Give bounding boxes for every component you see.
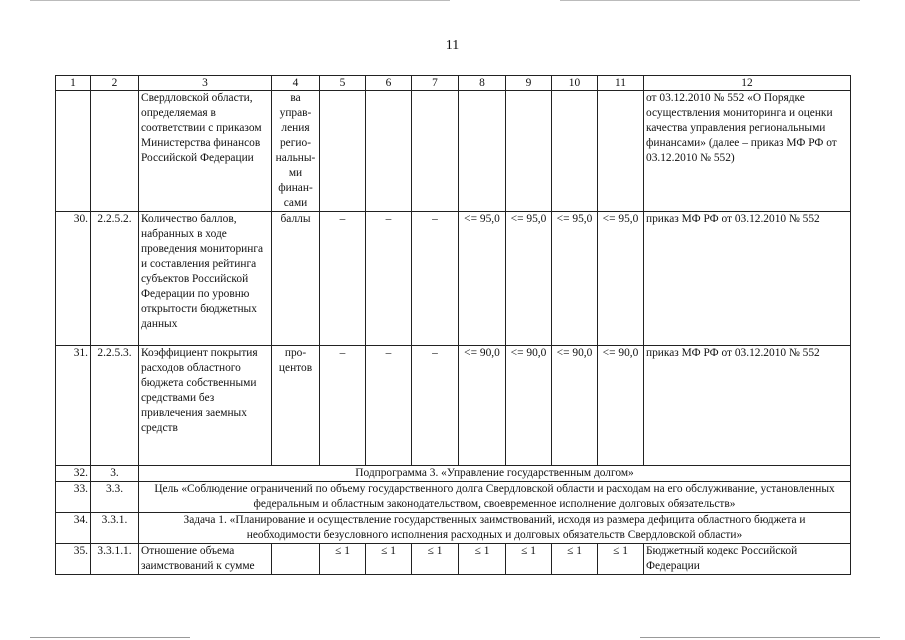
value-cell: –: [320, 346, 366, 466]
scan-edge-line: [30, 637, 190, 638]
unit: баллы: [272, 212, 320, 346]
table-row: [56, 346, 851, 466]
table-row: [56, 466, 851, 482]
row-code: [91, 91, 139, 212]
column-header: 12: [644, 76, 851, 91]
scan-edge-line: [560, 0, 860, 1]
value-cell: ≤ 1: [366, 544, 412, 575]
column-header: 1: [56, 76, 91, 91]
value-cell: [412, 91, 459, 212]
value-cell: <= 90,0: [506, 346, 552, 466]
table-row: [56, 544, 851, 575]
indicator-name: Количество баллов, набранных в ходе проведения мониторинга и составления рейтинга субъектов Российской Федерации по уровню открытости бюджетных данных: [139, 212, 272, 346]
row-number: 34.: [56, 513, 91, 544]
value-cell: [506, 91, 552, 212]
value-cell: <= 95,0: [506, 212, 552, 346]
column-header: 4: [272, 76, 320, 91]
unit: про-центов: [272, 346, 320, 466]
indicator-name: Отношение объема заимствований к сумме: [139, 544, 272, 575]
row-number: [56, 91, 91, 212]
value-cell: –: [412, 346, 459, 466]
value-cell: ≤ 1: [320, 544, 366, 575]
row-code: 3.3.1.: [91, 513, 139, 544]
indicators-table: [55, 75, 851, 575]
value-cell: –: [412, 212, 459, 346]
task-text: Задача 1. «Планирование и осуществление государственных заимствований, исходя из размера дефицита областного бюджета и необходимости безусловного исполнения расходных и долговых обязательств Свердловской области»: [139, 513, 851, 544]
scan-edge-line: [640, 637, 880, 638]
row-number: 31.: [56, 346, 91, 466]
value-cell: [459, 91, 506, 212]
row-number: 30.: [56, 212, 91, 346]
value-cell: <= 95,0: [459, 212, 506, 346]
goal-text: Цель «Соблюдение ограничений по объему государственного долга Свердловской области и расходам на его обслуживание, установленных федеральным и областным законодательством, своевременное исполнение долговых обязательств»: [139, 482, 851, 513]
column-header: 2: [91, 76, 139, 91]
unit: ва управ-ления регио-нальны-ми финан-сами: [272, 91, 320, 212]
page-number: 11: [445, 38, 460, 53]
column-header: 5: [320, 76, 366, 91]
row-code: 3.3.1.1.: [91, 544, 139, 575]
value-cell: <= 90,0: [598, 346, 644, 466]
value-cell: ≤ 1: [506, 544, 552, 575]
row-code: 3.3.: [91, 482, 139, 513]
column-header: 10: [552, 76, 598, 91]
column-header: 11: [598, 76, 644, 91]
row-code: 2.2.5.2.: [91, 212, 139, 346]
header-row: [56, 76, 851, 91]
column-header: 6: [366, 76, 412, 91]
value-cell: –: [366, 346, 412, 466]
indicator-name: Коэффициент покрытия расходов областного бюджета собственными средствами без привлечения заемных средств: [139, 346, 272, 466]
table-row: [56, 91, 851, 212]
table-row: [56, 482, 851, 513]
source-cell: от 03.12.2010 № 552 «О Порядке осуществления мониторинга и оценки качества управления региональными финансами» (далее – приказ МФ РФ от 03.12.2010 № 552): [644, 91, 851, 212]
unit: [272, 544, 320, 575]
value-cell: ≤ 1: [459, 544, 506, 575]
indicator-name: Свердловской области, определяемая в соответствии с приказом Министерства финансов Российской Федерации: [139, 91, 272, 212]
value-cell: <= 95,0: [598, 212, 644, 346]
value-cell: [598, 91, 644, 212]
value-cell: [320, 91, 366, 212]
column-header: 7: [412, 76, 459, 91]
column-header: 3: [139, 76, 272, 91]
value-cell: <= 90,0: [459, 346, 506, 466]
source-cell: Бюджетный кодекс Российской Федерации: [644, 544, 851, 575]
value-cell: ≤ 1: [412, 544, 459, 575]
row-number: 32.: [56, 466, 91, 482]
row-code: 2.2.5.3.: [91, 346, 139, 466]
value-cell: ≤ 1: [552, 544, 598, 575]
scan-edge-line: [30, 0, 450, 1]
column-header: 9: [506, 76, 552, 91]
value-cell: [366, 91, 412, 212]
table-row: [56, 212, 851, 346]
value-cell: –: [320, 212, 366, 346]
row-number: 33.: [56, 482, 91, 513]
value-cell: <= 90,0: [552, 346, 598, 466]
table-row: [56, 513, 851, 544]
row-code: 3.: [91, 466, 139, 482]
value-cell: [552, 91, 598, 212]
value-cell: –: [366, 212, 412, 346]
column-header: 8: [459, 76, 506, 91]
value-cell: ≤ 1: [598, 544, 644, 575]
value-cell: <= 95,0: [552, 212, 598, 346]
subprogram-title: Подпрограмма 3. «Управление государственным долгом»: [139, 466, 851, 482]
source-cell: приказ МФ РФ от 03.12.2010 № 552: [644, 346, 851, 466]
source-cell: приказ МФ РФ от 03.12.2010 № 552: [644, 212, 851, 346]
row-number: 35.: [56, 544, 91, 575]
